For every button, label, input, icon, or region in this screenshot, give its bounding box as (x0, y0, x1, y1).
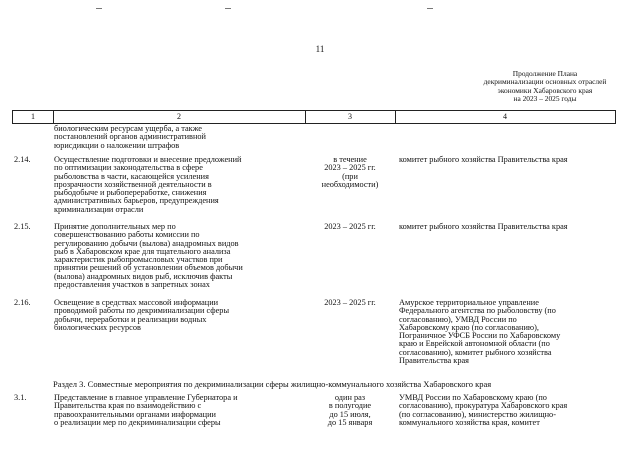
description-line: Принятие дополнительных мер по (54, 222, 176, 231)
executor-line: УМВД России по Хабаровскому краю (по (399, 393, 547, 402)
description-line: биологических ресурсов (54, 322, 141, 332)
row-description (54, 223, 309, 289)
description-line: по оптимизации законодательства в сфере (54, 163, 203, 173)
executor-line: Правительства края (399, 356, 469, 366)
row-term (306, 299, 394, 307)
column-number-header (12, 110, 616, 124)
row-description (54, 156, 309, 214)
executor-line: краю и Еврейской автономной области (по (399, 339, 550, 349)
description-line: рыбодобыче и рыбопереработке, снижения (54, 188, 207, 198)
row-term (306, 223, 394, 231)
term-line: (при (342, 171, 358, 181)
row-description (54, 125, 309, 150)
executor-line: согласованию), прокуратура Хабаровского края (399, 401, 568, 411)
description-line: рыболовства в части, касающейся усиления (54, 171, 209, 181)
description-line: Правительства края по взаимодействию с (54, 401, 202, 411)
column-number-1: 1 (31, 112, 35, 121)
continuation-line: Продолжение Плана (512, 69, 578, 78)
description-line: (вылова) анадромных видов рыб, исключив факты (54, 271, 233, 281)
row-number: 3.1. (14, 393, 27, 402)
description-line: Осуществление подготовки и внесение предложений (54, 155, 242, 164)
description-line: принятии решений об установлении объемов добычи (54, 263, 243, 273)
row-term (306, 394, 394, 427)
term-line: до 15 января (327, 417, 373, 427)
executor-line: комитет рыбного хозяйства Правительства края (399, 222, 568, 231)
continuation-line: экономики Хабаровского края (497, 85, 593, 95)
description-line: проводимой работы по декриминализации сферы (54, 306, 230, 316)
scan-mark (427, 8, 433, 9)
continuation-line: на 2023 – 2025 годы (513, 93, 577, 103)
executor-line: согласованию), комитет рыбного хозяйства (399, 347, 552, 357)
description-line: правоохранительными органами информации (54, 409, 216, 419)
description-line: Представление в главное управление Губернатора и (54, 393, 238, 402)
executor-line: (по согласованию), министерство жилищно- (399, 409, 556, 419)
description-line: юрисдикции о наложении штрафов (54, 140, 180, 150)
description-line: прозрачности хозяйственной деятельности в (54, 179, 212, 189)
row-number: 2.16. (14, 298, 31, 307)
description-line: характеристик рыбопромысловых участков при (54, 255, 223, 265)
page-number: 11 (315, 44, 325, 54)
row-description (54, 299, 309, 332)
term-line: необходимости) (321, 179, 379, 189)
row-description (54, 394, 309, 427)
continuation-header (470, 70, 620, 103)
executor-line: согласованию), УМВД России по (399, 314, 517, 324)
executor-line: комитет рыбного хозяйства Правительства края (399, 155, 568, 164)
executor-line: Пограничное УФСБ России по Хабаровскому (399, 331, 561, 341)
description-line: о реализации мер по декриминализации сферы (54, 417, 221, 427)
description-line: криминализации отрасли (54, 204, 144, 214)
description-line: административных барьеров, предупреждения (54, 196, 219, 206)
row-number: 2.15. (14, 222, 31, 231)
section-3-title: Раздел 3. Совместные мероприятия по декриминализации сферы жилищно-коммунального хозяйства Хабаровского края (53, 379, 492, 389)
row-term (306, 156, 394, 189)
description-line: регулированию добычи (вылова) анадромных видов (54, 238, 239, 248)
term-line: один раз (334, 393, 366, 402)
continuation-line: декриминализации основных отраслей (483, 77, 607, 87)
term-line: 2023 – 2025 гг. (324, 222, 376, 231)
description-line: биологическим ресурсам ущерба, а также (54, 124, 202, 133)
description-line: предоставления участков в запретных зонах (54, 280, 210, 290)
row-executor (399, 299, 634, 365)
term-line: до 15 июля, (329, 409, 371, 419)
scan-mark (96, 8, 102, 9)
row-executor (399, 223, 634, 231)
term-line: 2023 – 2025 гг. (324, 163, 376, 173)
column-number-4: 4 (503, 112, 507, 121)
column-number-3: 3 (348, 112, 352, 121)
executor-line: коммунального хозяйства края, комитет (399, 417, 540, 427)
executor-line: Федерального агентства по рыболовству (по (399, 306, 556, 316)
row-executor (399, 394, 634, 427)
description-line: постановлений органов административной (54, 132, 206, 142)
scan-mark (225, 8, 231, 9)
description-line: добычи, переработки и реализации водных (54, 314, 207, 324)
column-number-2: 2 (177, 112, 181, 121)
description-line: Освещение в средствах массовой информации (54, 298, 219, 307)
executor-line: Амурское территориальное управление (399, 298, 539, 307)
term-line: в полугодие (328, 401, 372, 411)
row-number: 2.14. (14, 155, 31, 164)
term-line: в течение (333, 155, 367, 164)
description-line: совершенствованию работы комиссии по (54, 230, 200, 240)
term-line: 2023 – 2025 гг. (324, 298, 376, 307)
executor-line: Хабаровскому краю (по согласованию), (399, 322, 539, 332)
row-executor (399, 156, 634, 164)
description-line: рыб в Хабаровском крае для тщательного анализа (54, 246, 231, 256)
